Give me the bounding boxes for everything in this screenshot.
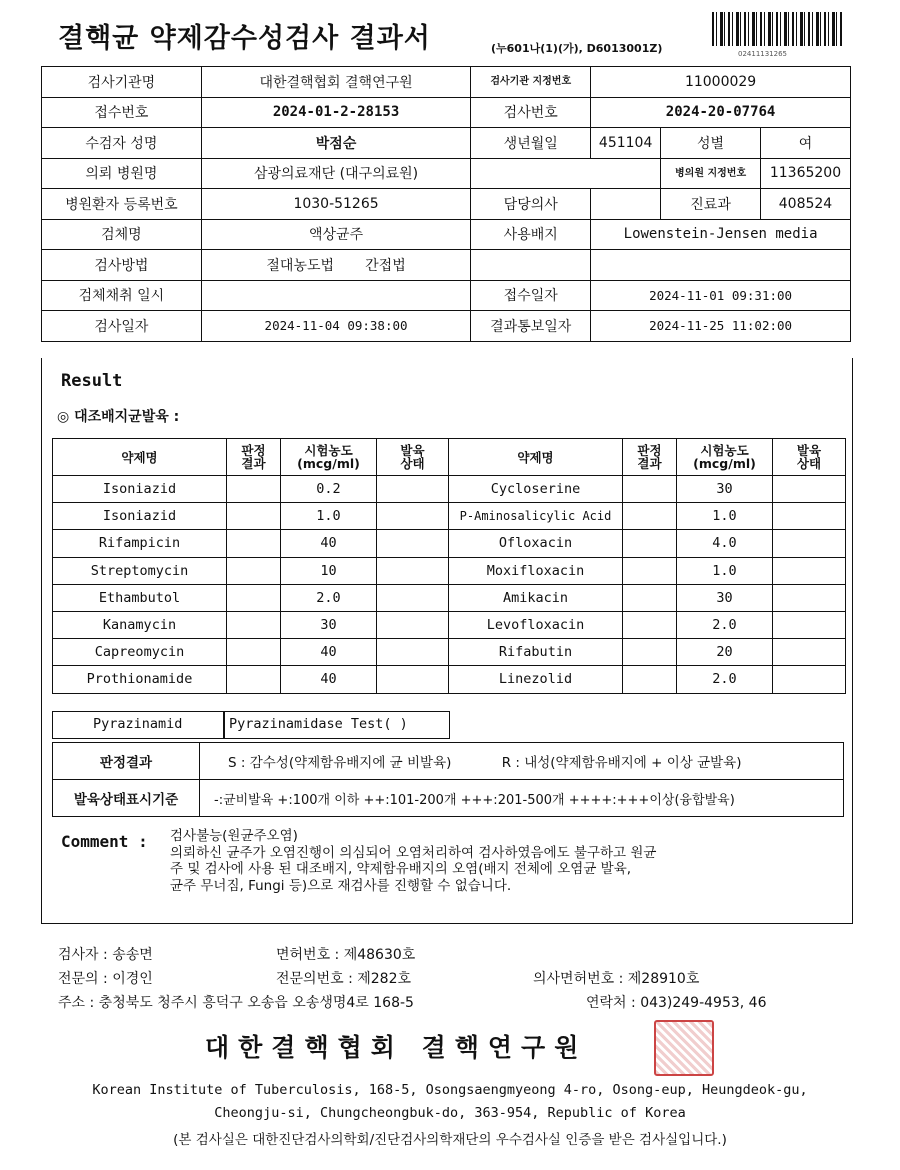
growth-status xyxy=(377,584,449,611)
specimen: 액상균주 xyxy=(201,219,471,250)
received-label: 접수일자 xyxy=(471,280,591,311)
table-row xyxy=(53,666,846,693)
result-label: Result xyxy=(61,371,123,391)
drug-name: Kanamycin xyxy=(53,611,227,638)
judge-header: 판정 결과 xyxy=(623,439,677,476)
conc-header: 시험농도 (mcg/ml) xyxy=(281,439,377,476)
table-row xyxy=(53,503,846,530)
lab-name: 대한결핵협회 결핵연구원 xyxy=(201,67,471,98)
pyrazinamide-row xyxy=(52,711,450,739)
growth-status xyxy=(773,639,846,666)
drug-name: Isoniazid xyxy=(53,476,227,503)
lab-id-label: 검사기관 지정번호 xyxy=(471,67,591,98)
judge-result xyxy=(623,666,677,693)
form-code: (누601나(1)(가), D6013001Z) xyxy=(491,42,663,55)
comment-line: 주 및 검사에 사용 된 대조배지, 약제함유배지의 오염(배지 전체에 오염균 발육, xyxy=(170,861,632,877)
address-english-2: Cheongju-si, Chungcheongbuk-do, 363-954, Republic of Korea xyxy=(214,1105,686,1121)
barcode xyxy=(712,12,844,46)
growth-status xyxy=(773,666,846,693)
control-growth-label: ◎ 대조배지균발육 : xyxy=(57,409,180,425)
judge-result xyxy=(227,666,281,693)
judge-result xyxy=(227,611,281,638)
drug-name: Capreomycin xyxy=(53,639,227,666)
birth-label: 생년월일 xyxy=(471,128,591,159)
patient-name: 박점순 xyxy=(201,128,471,159)
receipt-no-label: 접수번호 xyxy=(42,97,202,128)
hospital-id-label: 병의원 지정번호 xyxy=(661,158,761,189)
growth-status xyxy=(773,503,846,530)
comment-label: Comment : xyxy=(61,832,148,851)
growth-status xyxy=(377,557,449,584)
doctor-license: 의사면허번호 : 제28910호 xyxy=(533,971,700,987)
dept-label: 진료과 xyxy=(661,189,761,220)
sex-label: 성별 xyxy=(661,128,761,159)
test-no-label: 검사번호 xyxy=(471,97,591,128)
contact: 연락처 : 043)249-4953, 46 xyxy=(586,995,767,1011)
collect xyxy=(201,280,471,311)
judge-r: R : 내성(약제함유배지에 + 이상 균발육) xyxy=(501,755,742,771)
test-date-label: 검사일자 xyxy=(42,311,202,342)
organization-name: 대한결핵협회 결핵연구원 xyxy=(205,1033,588,1062)
test-no: 2024-20-07764 xyxy=(591,97,851,128)
doctor xyxy=(591,189,661,220)
test-concentration: 0.2 xyxy=(281,476,377,503)
growth-legend-label: 발육상태표시기준 xyxy=(53,780,200,817)
comment-text xyxy=(170,828,656,894)
method-2: 간접법 xyxy=(365,257,406,274)
medium: Lowenstein-Jensen media xyxy=(591,219,851,250)
collect-label: 검체채취 일시 xyxy=(42,280,202,311)
drug-name: Ethambutol xyxy=(53,584,227,611)
growth-status xyxy=(377,666,449,693)
pza-test: Pyrazinamidase Test( ) xyxy=(229,716,408,732)
judge-result xyxy=(623,530,677,557)
method xyxy=(201,250,471,281)
license-no: 면허번호 : 제48630호 xyxy=(276,947,416,963)
birth: 451104 xyxy=(591,128,661,159)
growth-status xyxy=(377,476,449,503)
comment-line: 검사불능(원균주오염) xyxy=(170,828,298,844)
hospital-id: 11365200 xyxy=(761,158,851,189)
judge-s: S : 감수성(약제함유배지에 균 비발육) xyxy=(228,755,452,771)
drug-name: Streptomycin xyxy=(53,557,227,584)
test-concentration: 1.0 xyxy=(677,503,773,530)
drug-name: Linezolid xyxy=(449,666,623,693)
table-row xyxy=(53,557,846,584)
growth-status xyxy=(773,611,846,638)
drug-name: Isoniazid xyxy=(53,503,227,530)
tester: 검사자 : 송송면 xyxy=(58,947,153,963)
drug-header: 약제명 xyxy=(53,439,227,476)
document-title: 결핵균 약제감수성검사 결과서 xyxy=(58,23,431,54)
drug-name: Cycloserine xyxy=(449,476,623,503)
report-date: 2024-11-25 11:02:00 xyxy=(591,311,851,342)
growth-legend: -:균비발육 +:100개 이하 ++:101-200개 +++:201-500개 ++++:+++이상(융합발육) xyxy=(200,780,844,817)
growth-status xyxy=(773,530,846,557)
lab-name-label: 검사기관명 xyxy=(42,67,202,98)
medium-label: 사용배지 xyxy=(471,219,591,250)
test-date: 2024-11-04 09:38:00 xyxy=(201,311,471,342)
growth-header: 발육 상태 xyxy=(377,439,449,476)
judge-result xyxy=(623,584,677,611)
test-concentration: 40 xyxy=(281,666,377,693)
specimen-label: 검체명 xyxy=(42,219,202,250)
specialist: 전문의 : 이경인 xyxy=(58,971,153,987)
judge-result xyxy=(227,557,281,584)
comment-line: 균주 무너짐, Fungi 등)으로 재검사를 진행할 수 없습니다. xyxy=(170,877,512,894)
method-1: 절대농도법 xyxy=(266,257,334,274)
judge-header: 판정 결과 xyxy=(227,439,281,476)
method-label: 검사방법 xyxy=(42,250,202,281)
received: 2024-11-01 09:31:00 xyxy=(591,280,851,311)
judge-result xyxy=(227,530,281,557)
conc-header: 시험농도 (mcg/ml) xyxy=(677,439,773,476)
doctor-label: 담당의사 xyxy=(471,189,591,220)
judge-result xyxy=(623,639,677,666)
hospital-label: 의뢰 병원명 xyxy=(42,158,202,189)
test-concentration: 20 xyxy=(677,639,773,666)
growth-status xyxy=(377,503,449,530)
drug-name: P-Aminosalicylic Acid xyxy=(449,503,623,530)
table-row xyxy=(53,476,846,503)
sex: 여 xyxy=(761,128,851,159)
receipt-no: 2024-01-2-28153 xyxy=(201,97,471,128)
comment-line: 의뢰하신 균주가 오염진행이 의심되어 오염처리하여 검사하였음에도 불구하고 원균 xyxy=(170,844,657,861)
test-concentration: 40 xyxy=(281,639,377,666)
test-concentration: 30 xyxy=(677,476,773,503)
judge-result xyxy=(623,557,677,584)
barcode-number: 02411131265 xyxy=(738,50,787,58)
drug-name: Rifabutin xyxy=(449,639,623,666)
legend-table xyxy=(52,742,844,817)
drug-header: 약제명 xyxy=(449,439,623,476)
hospital: 삼광의료재단 (대구의료원) xyxy=(201,158,471,189)
pza-label: Pyrazinamid xyxy=(93,716,183,732)
judge-legend-label: 판정결과 xyxy=(53,743,200,780)
test-concentration: 2.0 xyxy=(677,666,773,693)
test-concentration: 1.0 xyxy=(677,557,773,584)
growth-status xyxy=(377,611,449,638)
table-row xyxy=(53,611,846,638)
test-concentration: 30 xyxy=(281,611,377,638)
report-date-label: 결과통보일자 xyxy=(471,311,591,342)
patient-name-label: 수검자 성명 xyxy=(42,128,202,159)
address-english-1: Korean Institute of Tuberculosis, 168-5, Osongsaengmyeong 4-ro, Osong-eup, Heungdeok-gu, xyxy=(92,1082,808,1098)
growth-status xyxy=(773,584,846,611)
judge-result xyxy=(623,476,677,503)
growth-status xyxy=(773,557,846,584)
judge-result xyxy=(623,503,677,530)
info-table xyxy=(41,66,851,342)
growth-status xyxy=(773,476,846,503)
test-concentration: 30 xyxy=(677,584,773,611)
judge-legend xyxy=(200,743,844,780)
judge-result xyxy=(227,476,281,503)
test-concentration: 4.0 xyxy=(677,530,773,557)
official-seal xyxy=(654,1020,714,1076)
drug-name: Ofloxacin xyxy=(449,530,623,557)
test-concentration: 10 xyxy=(281,557,377,584)
drug-name: Levofloxacin xyxy=(449,611,623,638)
judge-result xyxy=(227,639,281,666)
dept: 408524 xyxy=(761,189,851,220)
table-row xyxy=(53,584,846,611)
reg-no: 1030-51265 xyxy=(201,189,471,220)
drug-table xyxy=(52,438,846,694)
drug-name: Moxifloxacin xyxy=(449,557,623,584)
table-row xyxy=(53,530,846,557)
reg-no-label: 병원환자 등록번호 xyxy=(42,189,202,220)
drug-name: Amikacin xyxy=(449,584,623,611)
growth-header: 발육 상태 xyxy=(773,439,846,476)
judge-result xyxy=(227,584,281,611)
test-concentration: 40 xyxy=(281,530,377,557)
test-concentration: 2.0 xyxy=(677,611,773,638)
judge-result xyxy=(623,611,677,638)
test-concentration: 2.0 xyxy=(281,584,377,611)
judge-result xyxy=(227,503,281,530)
drug-name: Prothionamide xyxy=(53,666,227,693)
growth-status xyxy=(377,639,449,666)
specialist-no: 전문의번호 : 제282호 xyxy=(276,971,412,987)
address: 주소 : 충청북도 청주시 흥덕구 오송읍 오송생명4로 168-5 xyxy=(58,995,414,1011)
growth-status xyxy=(377,530,449,557)
lab-id: 11000029 xyxy=(591,67,851,98)
certification-note: (본 검사실은 대한진단검사의학회/진단검사의학재단의 우수검사실 인증을 받은 검사실입니다.) xyxy=(173,1132,727,1148)
drug-name: Rifampicin xyxy=(53,530,227,557)
table-row xyxy=(53,639,846,666)
test-concentration: 1.0 xyxy=(281,503,377,530)
